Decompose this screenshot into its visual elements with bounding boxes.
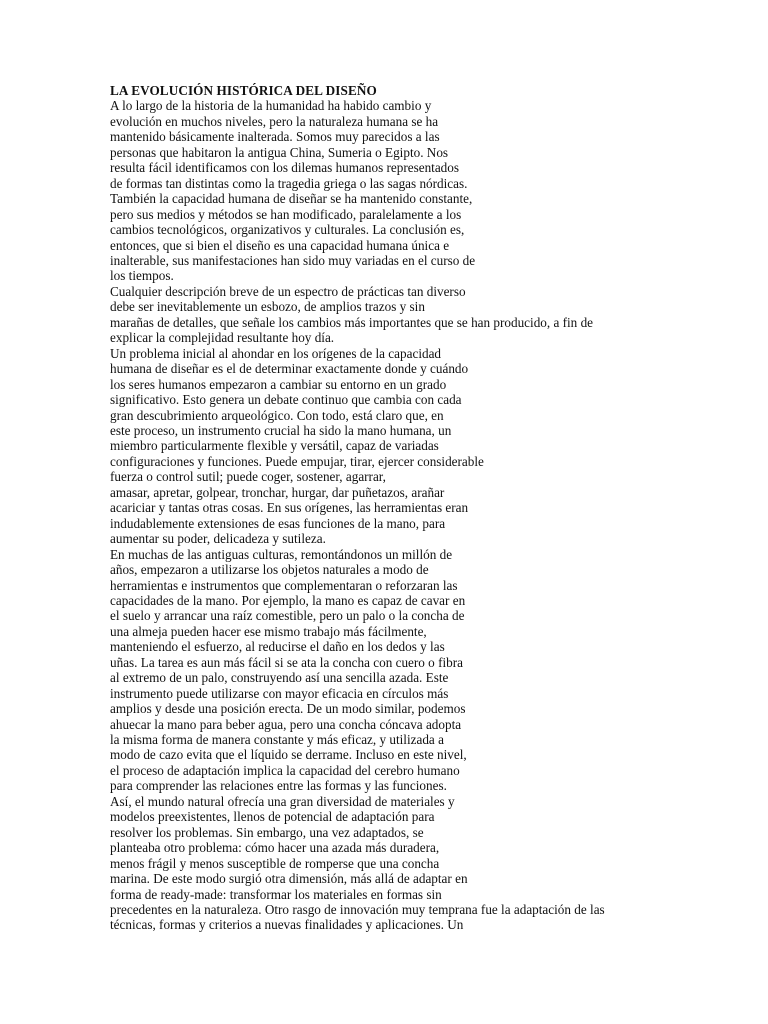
text-line: evolución en muchos niveles, pero la naturaleza humana se ha xyxy=(110,113,439,129)
text-line: Un problema inicial al ahondar en los orígenes de la capacidad xyxy=(110,345,442,361)
text-line: gran descubrimiento arqueológico. Con todo, está claro que, en xyxy=(110,407,444,423)
text-line: fuerza o control sutil; puede coger, sostener, agarrar, xyxy=(110,469,386,485)
text-line: amplios y desde una posición erecta. De un modo similar, podemos xyxy=(110,701,466,717)
text-line: modo de cazo evita que el líquido se derrame. Incluso en este nivel, xyxy=(110,747,467,763)
text-line: acariciar y tantas otras cosas. En sus orígenes, las herramientas eran xyxy=(110,500,469,516)
text-line: el proceso de adaptación implica la capacidad del cerebro humano xyxy=(110,762,460,778)
text-line: los seres humanos empezaron a cambiar su entorno en un grado xyxy=(110,376,447,392)
text-line: este proceso, un instrumento crucial ha sido la mano humana, un xyxy=(110,422,452,438)
text-line: una almeja pueden hacer ese mismo trabajo más fácilmente, xyxy=(110,623,427,639)
text-line: debe ser inevitablemente un esbozo, de amplios trazos y sin xyxy=(110,299,425,315)
text-line: manteniendo el esfuerzo, al reducirse el daño en los dedos y las xyxy=(110,639,445,655)
document-text xyxy=(110,98,670,932)
text-line: modelos preexistentes, llenos de potencial de adaptación para xyxy=(110,809,435,825)
text-line: la misma forma de manera constante y más eficaz, y utilizada a xyxy=(110,732,444,748)
text-line: resulta fácil identificamos con los dilemas humanos representados xyxy=(110,160,459,176)
text-line: explicar la complejidad resultante hoy día. xyxy=(110,330,335,346)
text-line: mantenido básicamente inalterada. Somos muy parecidos a las xyxy=(110,129,440,145)
text-line: instrumento puede utilizarse con mayor eficacia en círculos más xyxy=(110,685,449,701)
text-line: inalterable, sus manifestaciones han sido muy variadas en el curso de xyxy=(110,252,476,268)
text-line: personas que habitaron la antigua China, Sumeria o Egipto. Nos xyxy=(110,144,449,160)
text-line: aumentar su poder, delicadeza y sutileza. xyxy=(110,531,326,547)
text-line: indudablemente extensiones de esas funciones de la mano, para xyxy=(110,515,446,531)
text-line: capacidades de la mano. Por ejemplo, la mano es capaz de cavar en xyxy=(110,592,466,608)
text-line: Cualquier descripción breve de un espectro de prácticas tan diverso xyxy=(110,283,466,299)
text-line: ahuecar la mano para beber agua, pero una concha cóncava adopta xyxy=(110,716,462,732)
text-line: precedentes en la naturaleza. Otro rasgo de innovación muy temprana fue la adaptación de las xyxy=(110,902,605,918)
text-line: miembro particularmente flexible y versátil, capaz de variadas xyxy=(110,438,439,454)
document-title: LA EVOLUCIÓN HISTÓRICA DEL DISEÑO xyxy=(110,83,377,98)
text-line: Así, el mundo natural ofrecía una gran diversidad de materiales y xyxy=(110,793,455,809)
text-line: pero sus medios y métodos se han modificado, paralelamente a los xyxy=(110,206,462,222)
document-body xyxy=(110,83,670,933)
text-line: años, empezaron a utilizarse los objetos naturales a modo de xyxy=(110,562,429,578)
text-line: resolver los problemas. Sin embargo, una vez adaptados, se xyxy=(110,824,424,840)
text-line: configuraciones y funciones. Puede empujar, tirar, ejercer considerable xyxy=(110,453,484,469)
text-line: significativo. Esto genera un debate continuo que cambia con cada xyxy=(110,392,462,408)
text-line: marañas de detalles, que señale los cambios más importantes que se han producido, a fin de xyxy=(110,314,594,330)
text-line: los tiempos. xyxy=(110,268,174,284)
text-line: al extremo de un palo, construyendo así una sencilla azada. Este xyxy=(110,670,449,686)
text-line: entonces, que si bien el diseño es una capacidad humana única e xyxy=(110,237,450,253)
text-line: para comprender las relaciones entre las formas y las funciones. xyxy=(110,778,447,794)
text-line: humana de diseñar es el de determinar exactamente donde y cuándo xyxy=(110,361,469,377)
text-line: marina. De este modo surgió otra dimensión, más allá de adaptar en xyxy=(110,871,468,887)
text-line: A lo largo de la historia de la humanidad ha habido cambio y xyxy=(110,98,432,114)
text-line: uñas. La tarea es aun más fácil si se ata la concha con cuero o fibra xyxy=(110,654,463,670)
text-line: forma de ready-made: transformar los materiales en formas sin xyxy=(110,886,442,902)
text-line: herramientas e instrumentos que complementaran o reforzaran las xyxy=(110,577,458,593)
text-line: En muchas de las antiguas culturas, remontándonos un millón de xyxy=(110,546,453,562)
text-line: técnicas, formas y criterios a nuevas finalidades y aplicaciones. Un xyxy=(110,917,464,933)
text-line: cambios tecnológicos, organizativos y culturales. La conclusión es, xyxy=(110,222,465,238)
text-line: planteaba otro problema: cómo hacer una azada más duradera, xyxy=(110,840,440,856)
text-line: amasar, apretar, golpear, tronchar, hurgar, dar puñetazos, arañar xyxy=(110,484,445,500)
text-line: el suelo y arrancar una raíz comestible, pero un palo o la concha de xyxy=(110,608,465,624)
text-line: También la capacidad humana de diseñar se ha mantenido constante, xyxy=(110,191,473,207)
text-line: menos frágil y menos susceptible de romperse que una concha xyxy=(110,855,440,871)
text-line: de formas tan distintas como la tragedia griega o las sagas nórdicas. xyxy=(110,175,468,191)
